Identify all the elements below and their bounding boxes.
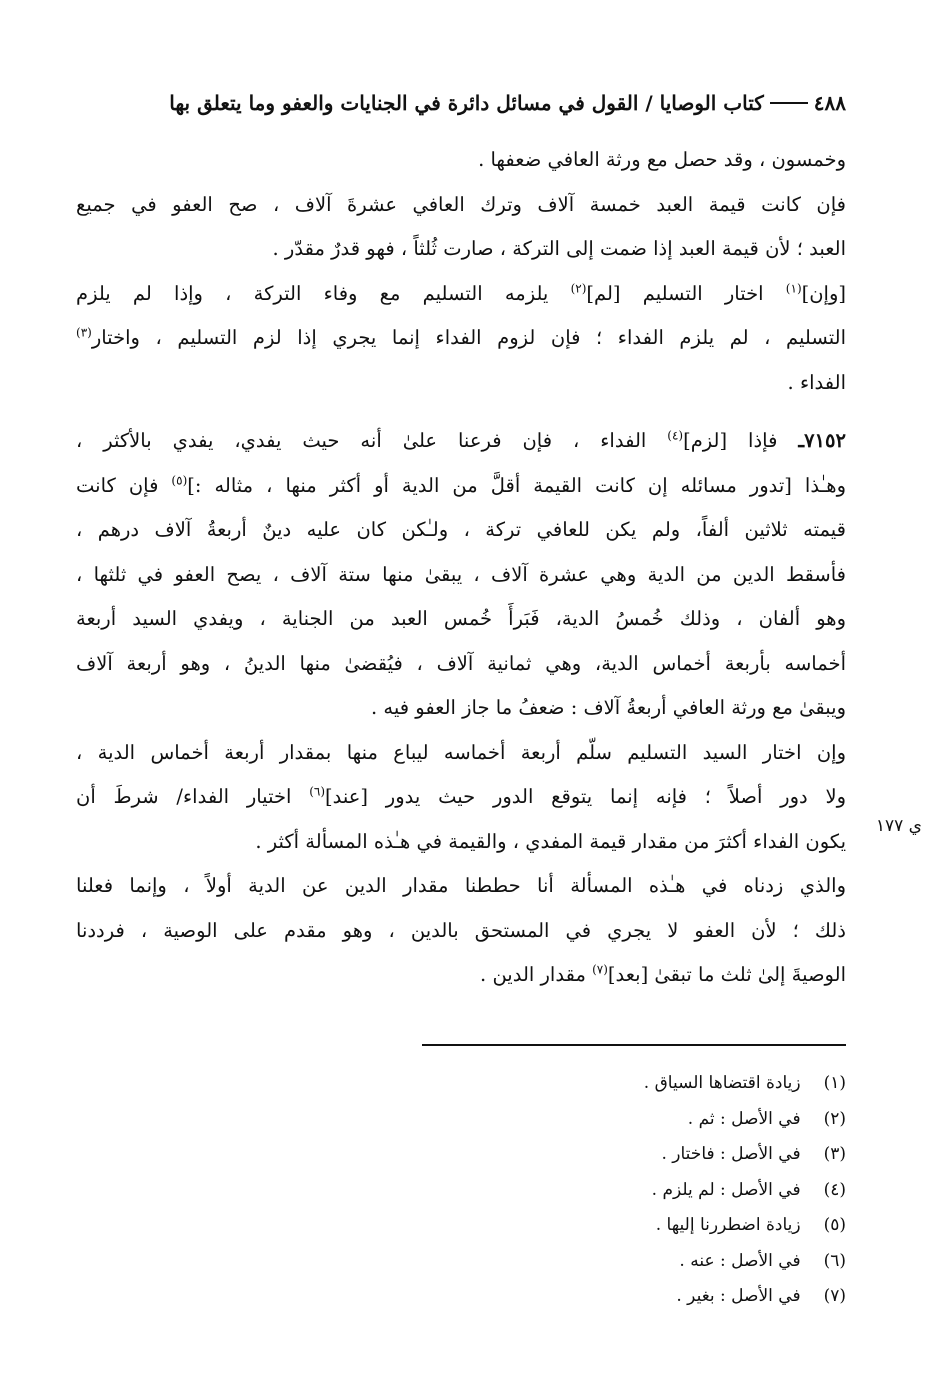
text-line: [76, 272, 846, 317]
footnote: [486, 1173, 846, 1209]
line-text: وهـٰذا [تدور مسائله إن كانت القيمة أقلَّ من الدية أو أكثر منها ، مثاله :]: [187, 473, 846, 497]
line-text: فإن كانت قيمة العبد خمسة آلاف وترك العافي عشرةَ آلاف ، صح العفو في جميع: [76, 192, 846, 216]
footnote-number: (٥): [823, 1215, 846, 1235]
line-text: الوصيةَ إلىٰ ثلث ما تبقىٰ [بعد]: [607, 963, 846, 986]
footnote-divider: [422, 1044, 846, 1046]
footnote: [486, 1102, 846, 1138]
footnote-ref: (٢): [570, 281, 587, 295]
text-line: [76, 316, 846, 361]
section-number: ٧١٥٢ـ: [798, 429, 846, 452]
footnote-number: (١): [823, 1073, 846, 1093]
footnote-text: في الأصل : ثم .: [687, 1108, 801, 1129]
footnote-number: (٣): [823, 1144, 846, 1164]
footnote-text: في الأصل : لم يلزم .: [651, 1179, 801, 1200]
header-title: كتاب الوصايا / القول في مسائل دائرة في الجنايات والعفو وما يتعلق بها: [169, 91, 764, 115]
text-line: [76, 642, 846, 687]
text-line: [76, 953, 846, 998]
footnote-ref: (١): [785, 281, 802, 295]
text-line: [76, 597, 846, 642]
line-text: والذي زدناه في هـٰذه المسألة أنا حططنا مقدار الدين عن الدية أولاً ، وإنما فعلنا: [76, 874, 846, 897]
text-line: [76, 464, 846, 509]
line-text: فأسقط الدين من الدية وهي عشرة آلاف ، يبقىٰ منها ستة آلاف ، يصح العفو في ثلثها ،: [76, 562, 846, 586]
text-line: [76, 820, 846, 865]
footnote-ref: (٣): [76, 325, 92, 340]
text-line: [76, 553, 846, 598]
main-text: [76, 138, 846, 998]
line-text: يكون الفداء أكثرَ من مقدار قيمة المفدي ، والقيمة في هـٰذه المسألة أكثر .: [255, 829, 846, 853]
page-number: ٤٨٨: [813, 91, 846, 115]
footnote-number: (٦): [823, 1250, 846, 1271]
line-text: فإذا [لزم]: [683, 429, 799, 452]
text-line: [76, 508, 846, 553]
footnote: [486, 1066, 846, 1102]
footnote-ref: (٧): [592, 962, 608, 977]
text-line: [76, 686, 846, 731]
footnote: [486, 1137, 846, 1173]
text-line: [76, 731, 846, 776]
footnote-ref: (٤): [667, 428, 684, 443]
line-text: فإن كانت: [76, 473, 172, 497]
line-text: ذلك ؛ لأن العفو لا يجري في المستحق بالدين ، وهو مقدم على الوصية ، فرددنا: [76, 918, 846, 942]
text-line: [76, 909, 846, 954]
running-header: [76, 86, 846, 120]
text-line: [76, 138, 846, 183]
footnote-text: زيادة اقتضاها السياق .: [643, 1073, 801, 1093]
paragraph-gap: [76, 405, 846, 419]
line-text: أخماسه بأربعة أخماس الدية، وهي ثمانية آلاف ، فيُقضىٰ منها الدينُ ، وهو أربعة آلاف: [76, 651, 846, 675]
line-text: اختيار الفداء/ شرطَ أن: [76, 785, 310, 808]
line-text: الفداء .: [787, 370, 846, 394]
footnote: [486, 1279, 846, 1315]
footnote-ref: (٥): [171, 473, 188, 487]
footnote-number: (٤): [823, 1179, 846, 1200]
text-line: [76, 183, 846, 228]
line-text: اختار التسليم [لم]: [586, 281, 786, 305]
text-line: [76, 775, 846, 820]
footnote-text: في الأصل : بغير .: [676, 1286, 801, 1306]
footnote-text: في الأصل : فاختار .: [661, 1144, 801, 1164]
text-line: [76, 361, 846, 406]
line-text: وهو ألفان ، وذلك خُمسُ الدية، فَبَرأَ خُمس العبد من الجناية ، ويفدي السيد أربعة: [76, 607, 846, 630]
footnote-number: (٢): [823, 1108, 846, 1129]
footnote: [486, 1244, 846, 1280]
text-line: [76, 864, 846, 909]
line-text: العبد ؛ لأن قيمة العبد إذا ضمت إلى التركة ، صارت ثُلثاً ، فهو قدرٌ مقدّر .: [272, 237, 846, 260]
text-line: [76, 227, 846, 272]
line-text: [وإن]: [801, 281, 846, 305]
line-text: الفداء ، فإن فرعنا علىٰ أنه حيث يفدي، يفدي بالأكثر ،: [76, 429, 668, 452]
line-text: وخمسون ، وقد حصل مع ورثة العافي ضعفها .: [478, 148, 846, 171]
line-text: التسليم ، لم يلزم الفداء ؛ فإن لزوم الفداء إنما يجري إذا لزم التسليم ، واختار: [91, 326, 846, 349]
margin-note: ي ١٧٧: [875, 816, 922, 836]
footnote-text: زيادة اضطررنا إليها .: [655, 1215, 801, 1235]
footnote-number: (٧): [823, 1286, 846, 1306]
line-text: قيمته ثلاثين ألفاً، ولم يكن للعافي تركة ، ولـٰكن كان عليه دينٌ أربعةُ آلاف درهم ،: [76, 518, 846, 541]
footnote-ref: (٦): [309, 784, 326, 799]
line-text: ولا دور أصلاً ؛ فإنه إنما يتوقع الدور حيث يدور [عند]: [325, 785, 846, 808]
text-line: [76, 419, 846, 464]
footnote: [486, 1208, 846, 1244]
header-rule: [770, 102, 808, 104]
line-text: ويبقىٰ مع ورثة العافي أربعةُ آلاف : ضعفُ ما جاز العفو فيه .: [370, 696, 846, 719]
line-text: وإن اختار السيد التسليم سلّم أربعة أخماسه ليباع منها بمقدار أربعة أخماس الدية ،: [76, 740, 846, 764]
footnote-text: في الأصل : عنه .: [679, 1250, 801, 1271]
line-text: مقدار الدين .: [480, 963, 593, 986]
footnotes: [486, 1066, 846, 1315]
line-text: يلزمه التسليم مع وفاء التركة ، وإذا لم يلزم: [76, 281, 571, 305]
